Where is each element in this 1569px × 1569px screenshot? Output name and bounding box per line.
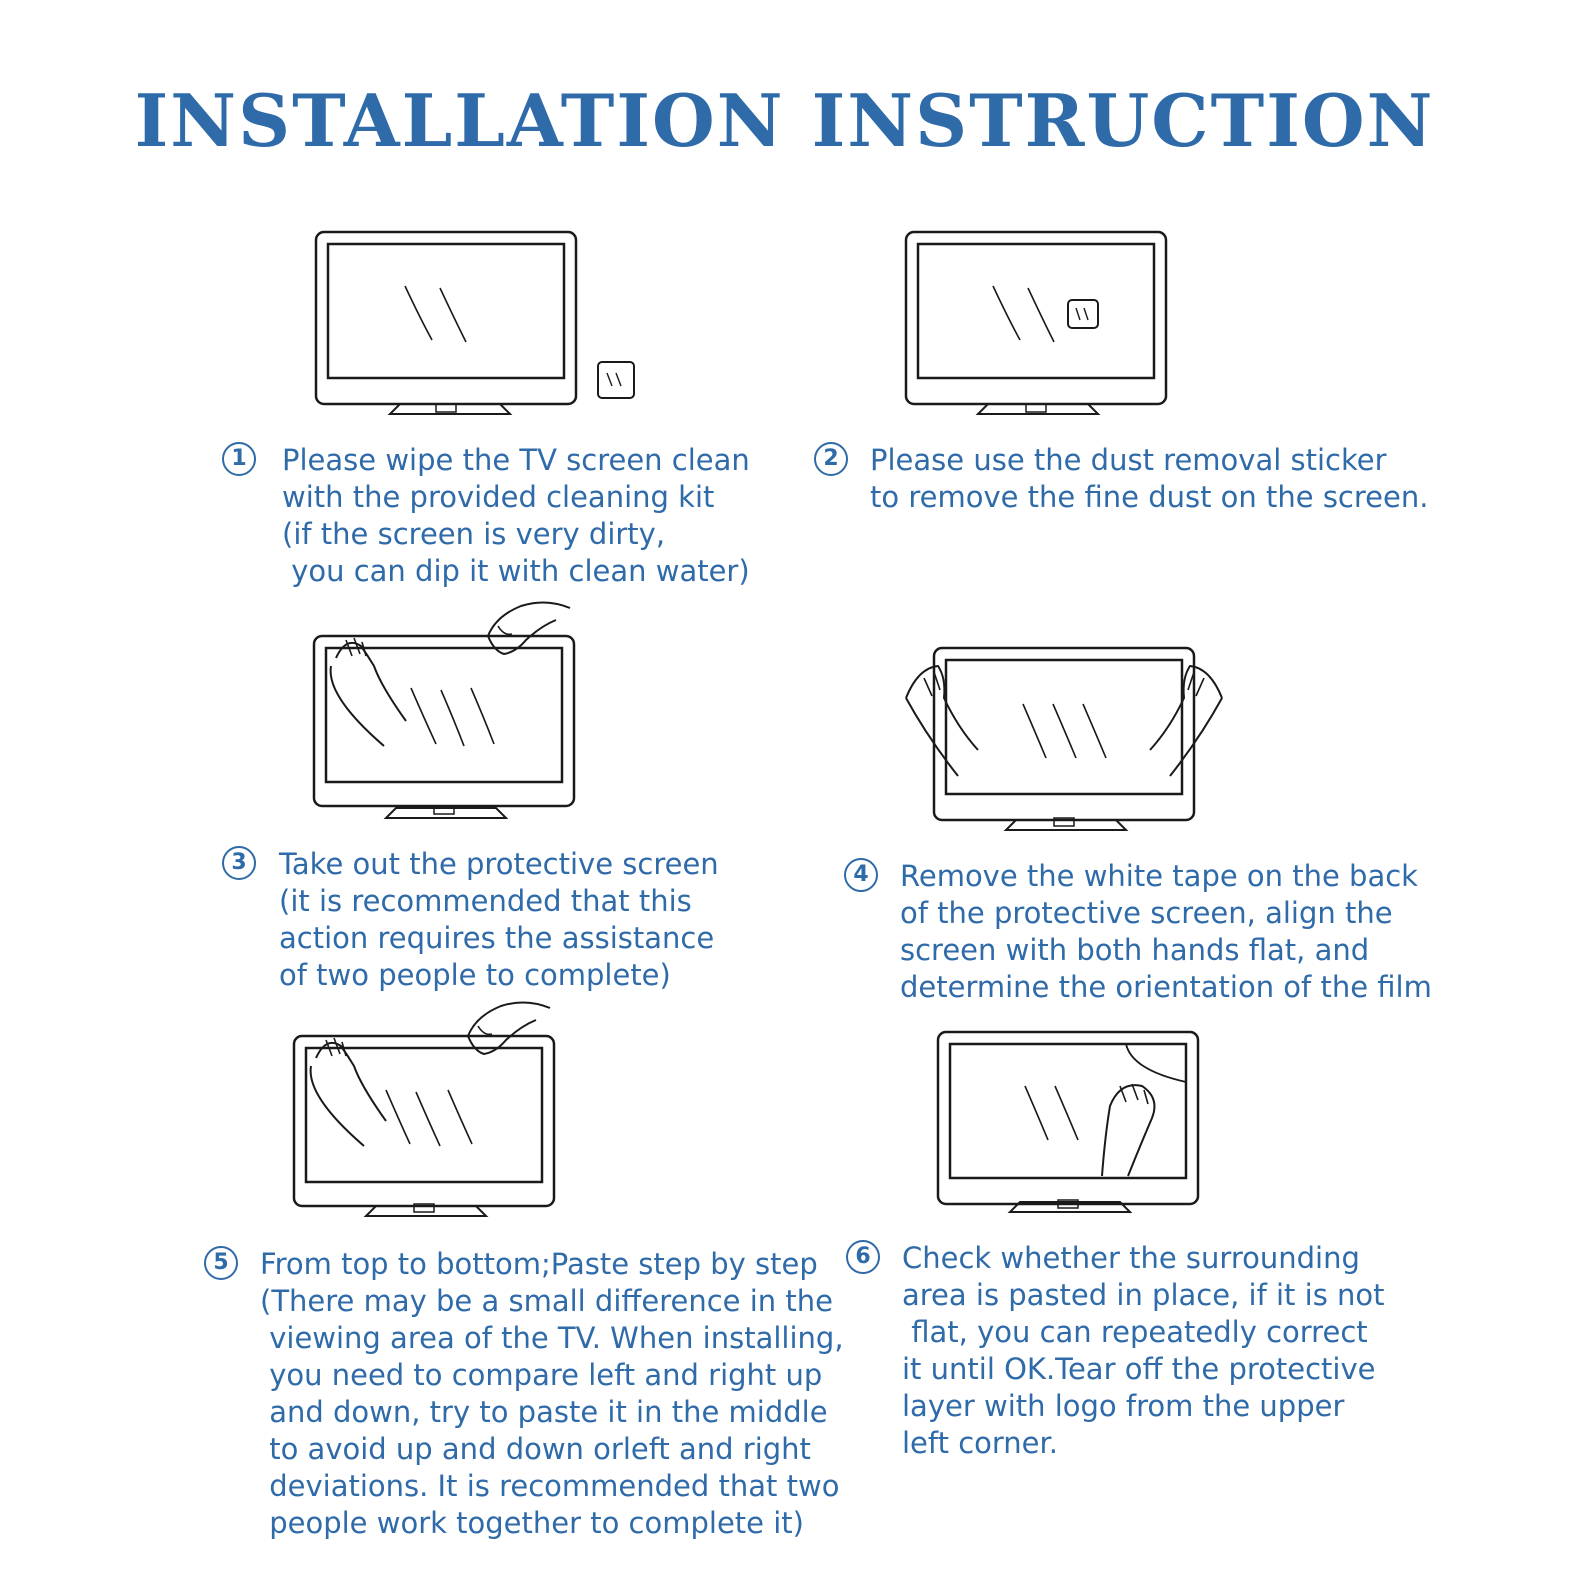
step-text: Please wipe the TV screen clean with the provided cleaning kit (if the screen is very dirty, you can dip it with clean water) [282,443,750,588]
tv-cleaning-illustration [310,228,650,418]
tv-paste-illustration [286,1000,566,1222]
step-number: 5 [204,1246,238,1280]
step-text: From top to bottom;Paste step by step (There may be a small difference in the viewing area of the TV. When installing, you need to compare left and right up and down, try to paste it in the middle to avoid up and down orleft and right deviations. It is recommended that two people work together to complete it) [260,1247,844,1540]
tv-dust-sticker-illustration [898,228,1178,418]
step-number: 6 [846,1240,880,1274]
step-text: Take out the protective screen (it is recommended that this action requires the assistance of two people to complete) [279,847,719,992]
tv-hands-align-illustration [898,638,1238,838]
step-number: 4 [844,858,878,892]
tv-peel-layer-illustration [930,1026,1210,1218]
step-number: 3 [222,846,256,880]
tv-hands-take-out-illustration [306,596,586,826]
page-title: INSTALLATION INSTRUCTION [134,78,1435,163]
step-number: 2 [814,442,848,476]
step-text: Check whether the surrounding area is pasted in place, if it is not flat, you can repeatedly correct it until OK.Tear off the protective layer with logo from the upper left corner. [902,1241,1385,1460]
step-text: Please use the dust removal sticker to remove the fine dust on the screen. [870,443,1429,514]
step-text: Remove the white tape on the back of the protective screen, align the screen with both hands flat, and determine the orientation of the film [900,859,1432,1004]
step-number: 1 [222,442,256,476]
